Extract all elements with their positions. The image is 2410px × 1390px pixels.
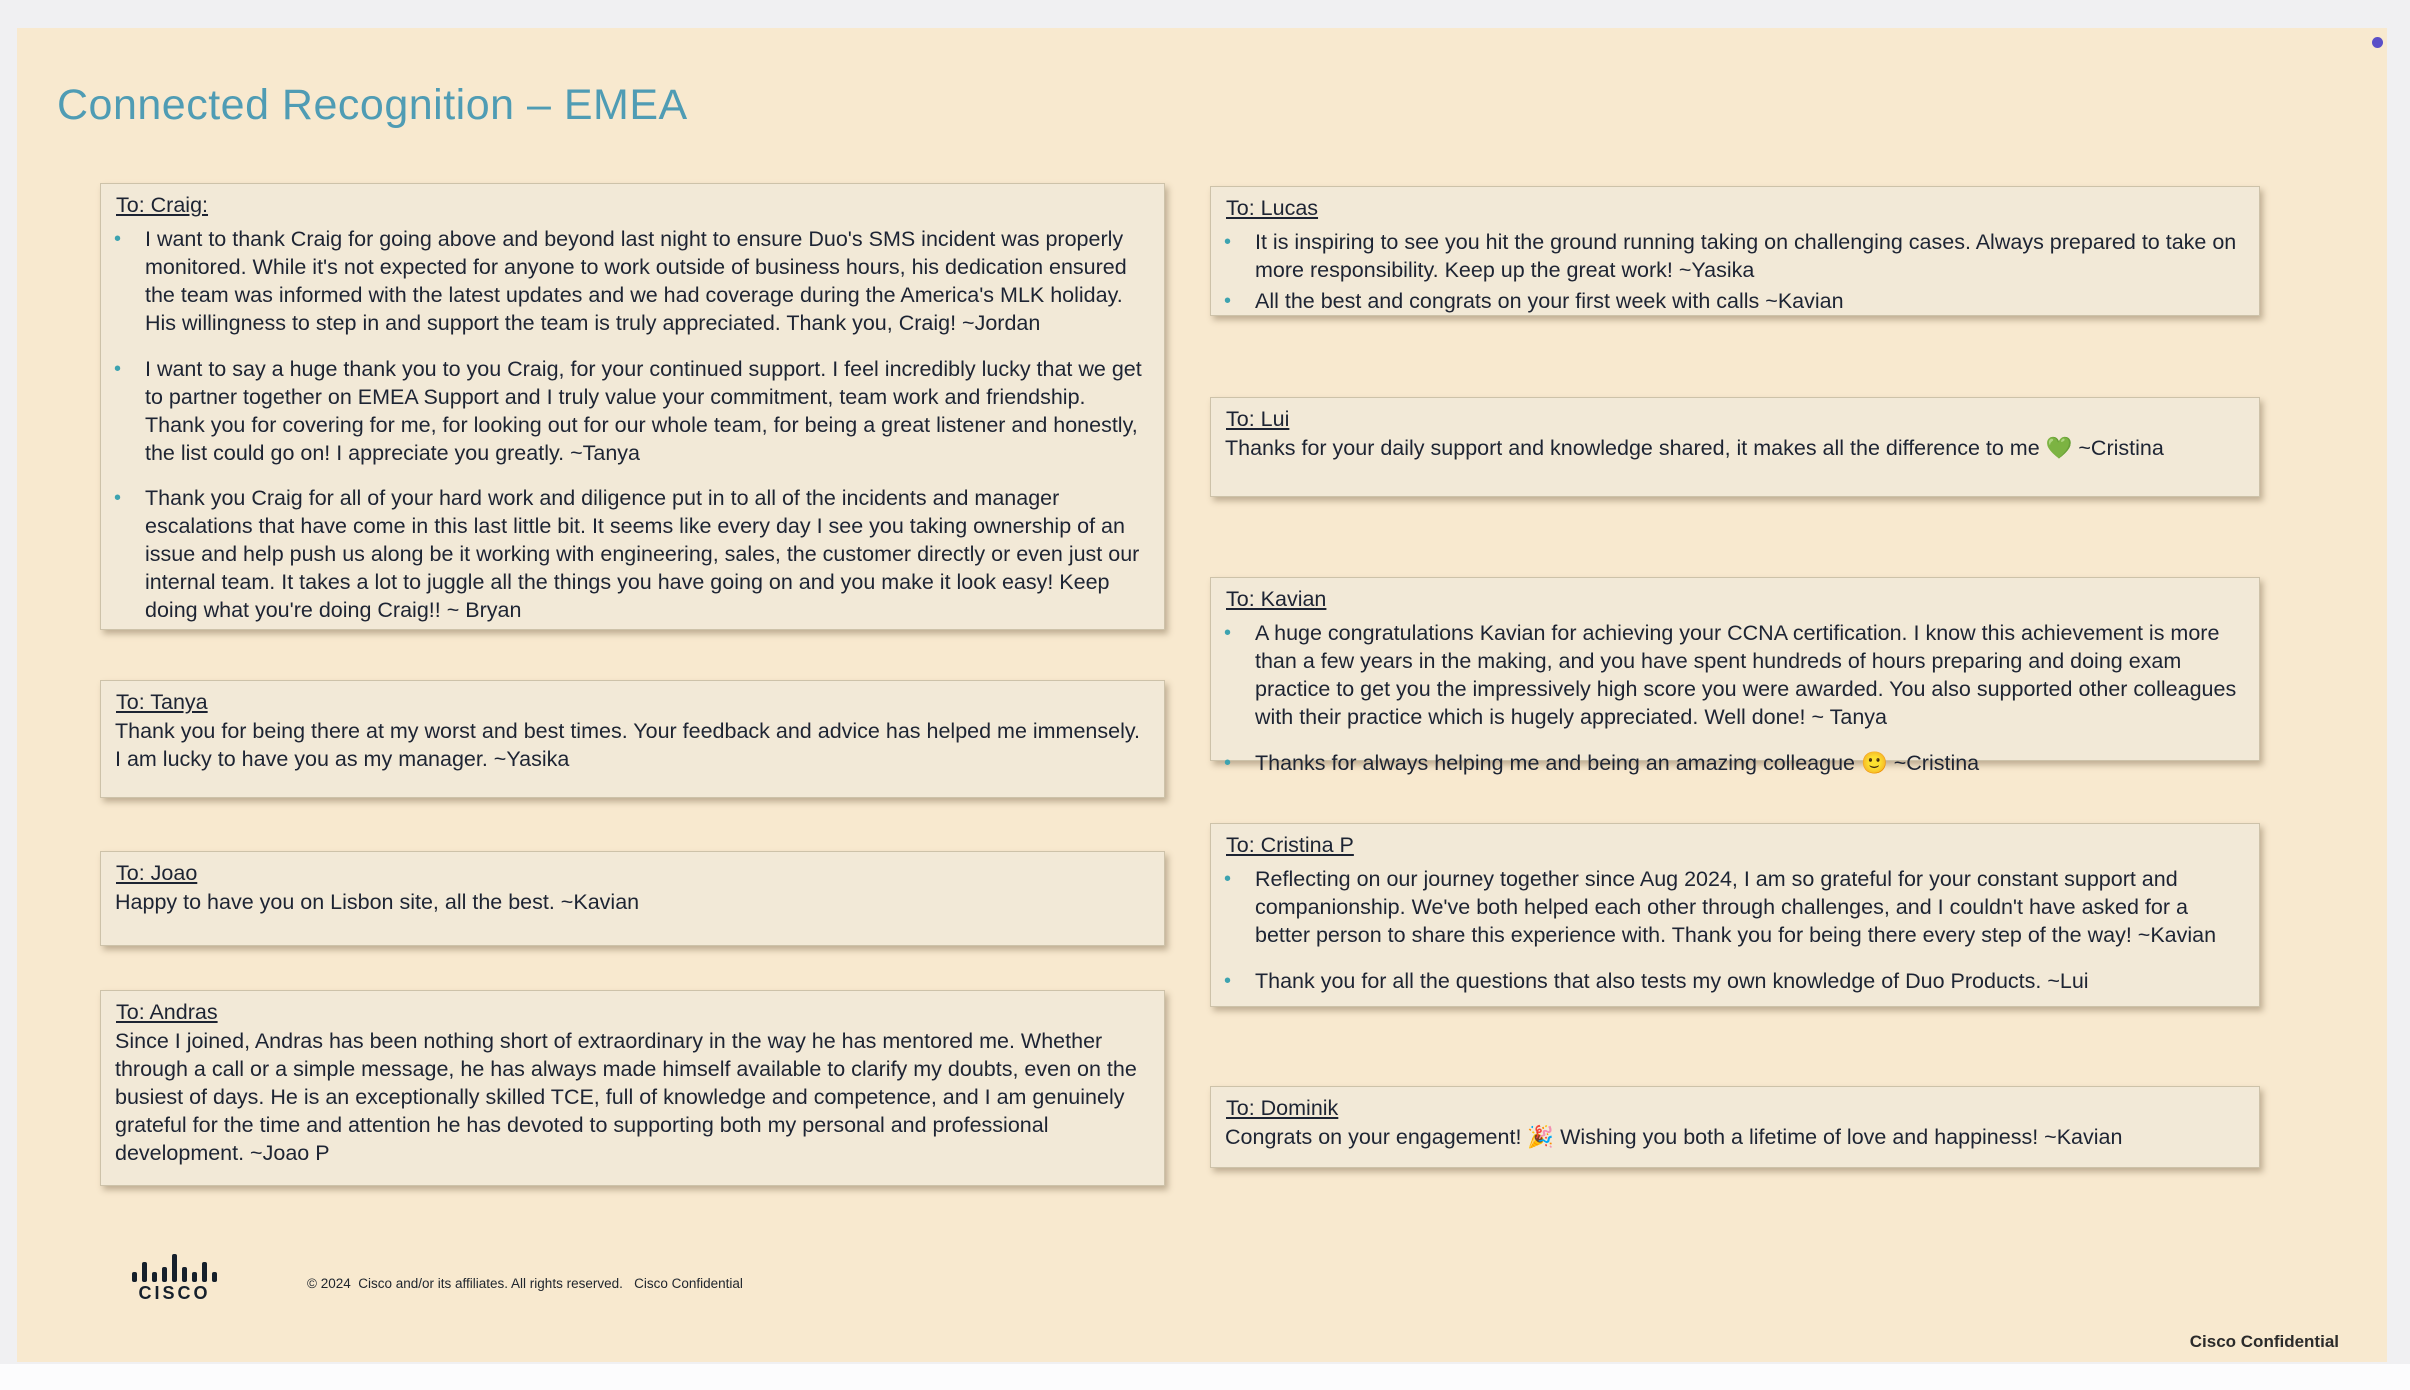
presence-dot-icon [2372,37,2383,48]
recognition-message: • I want to say a huge thank you to you Craig, for your continued support. I feel incredibly lucky that we get to partner together on EMEA Support and I truly value your commitment, team work and friendship. Thank you for covering for me, for looking out for our whole team, for being a great listener and honestly, the list could go on! I appreciate you greatly. ~Tanya [115,356,1148,468]
recognition-card-tanya [100,680,1165,798]
page-title: Connected Recognition – EMEA [57,80,688,129]
recognition-message: Congrats on your engagement! 🎉 Wishing you both a lifetime of love and happiness! ~Kavian [1225,1124,2123,1149]
card-heading: To: Lui [1226,407,1290,431]
recognition-message: • It is inspiring to see you hit the ground running taking on challenging cases. Always prepared to take on more responsibility. Keep up the great work! ~Yasika [1225,229,2243,285]
recognition-message: • Reflecting on our journey together since Aug 2024, I am so grateful for your constant support and companionship. We've both helped each other through challenges, and I couldn't have asked for a better person to share this experience with. Thank you for being there every step of the way! ~Kavian [1225,866,2243,950]
slide-footer [127,1254,743,1304]
card-heading: To: Lucas [1226,196,1319,220]
card-heading: To: Andras [116,1000,218,1024]
recognition-message: • A huge congratulations Kavian for achieving your CCNA certification. I know this achievement is more than a few years in the making, and you have spent hundreds of hours preparing and doing exam practice to get you the impressively high score you were awarded. You also supported other colleagues with their practice which is hugely appreciated. Well done! ~ Tanya [1225,620,2243,732]
recognition-list [115,226,1148,625]
cisco-bars-icon [132,1254,218,1282]
recognition-card-lui [1210,397,2260,497]
cisco-logo [127,1254,222,1304]
slide-canvas [17,28,2387,1362]
cisco-wordmark: CISCO [138,1283,211,1303]
recognition-message: • I want to thank Craig for going above and beyond last night to ensure Duo's SMS incident was properly monitored. While it's not expected for anyone to work outside of business hours, his dedication ensured the team was informed with the latest updates and we had coverage during the America's MLK holiday. His willingness to step in and support the team is truly appreciated. Thank you, Craig! ~Jordan [115,226,1148,338]
recognition-card-craig [100,183,1165,630]
recognition-card-cristina-p [1210,823,2260,1007]
recognition-message: • Thank you Craig for all of your hard work and diligence put in to all of the incidents and manager escalations that have come in this last little bit. It seems like every day I see you taking ownership of an issue and help push us along be it working with engineering, sales, the customer directly or even just our internal team. It takes a lot to juggle all the things you have going on and you make it look easy! Keep doing what you're doing Craig!! ~ Bryan [115,485,1148,625]
recognition-message: Thanks for your daily support and knowledge shared, it makes all the difference to me 💚 ~Cristina [1225,435,2164,460]
recognition-list [1225,866,2243,996]
card-heading: To: Craig: [116,193,209,217]
recognition-list [1225,229,2243,316]
confidential-label: Cisco Confidential [2189,1332,2339,1351]
recognition-card-andras [100,990,1165,1186]
copyright-text: © 2024 Cisco and/or its affiliates. All rights reserved. Cisco Confidential [307,1275,743,1291]
recognition-message: • Thanks for always helping me and being an amazing colleague 🙂 ~Cristina [1225,750,2243,778]
recognition-card-joao [100,851,1165,946]
recognition-card-lucas [1210,186,2260,316]
recognition-message: Thank you for being there at my worst and best times. Your feedback and advice has helped me immensely. I am lucky to have you as my manager. ~Yasika [115,718,1140,771]
card-heading: To: Tanya [116,690,208,714]
card-heading: To: Joao [116,861,198,885]
page-bottom-margin [0,1364,2410,1390]
card-heading: To: Cristina P [1226,833,1354,857]
recognition-card-dominik [1210,1086,2260,1168]
recognition-message: • Thank you for all the questions that also tests my own knowledge of Duo Products. ~Lui [1225,968,2243,996]
card-heading: To: Kavian [1226,587,1327,611]
recognition-message: • All the best and congrats on your first week with calls ~Kavian [1225,288,2243,316]
recognition-card-kavian [1210,577,2260,775]
recognition-message: Since I joined, Andras has been nothing short of extraordinary in the way he has mentored me. Whether through a call or a simple message, he has always made himself available to clarify my doubts, even on the busiest of days. He is an exceptionally skilled TCE, full of knowledge and competence, and I am genuinely grateful for the time and attention he has devoted to supporting both my personal and professional development. ~Joao P [115,1028,1137,1165]
card-heading: To: Dominik [1226,1096,1339,1120]
recognition-message: Happy to have you on Lisbon site, all the best. ~Kavian [115,889,640,914]
recognition-list [1225,620,2243,778]
